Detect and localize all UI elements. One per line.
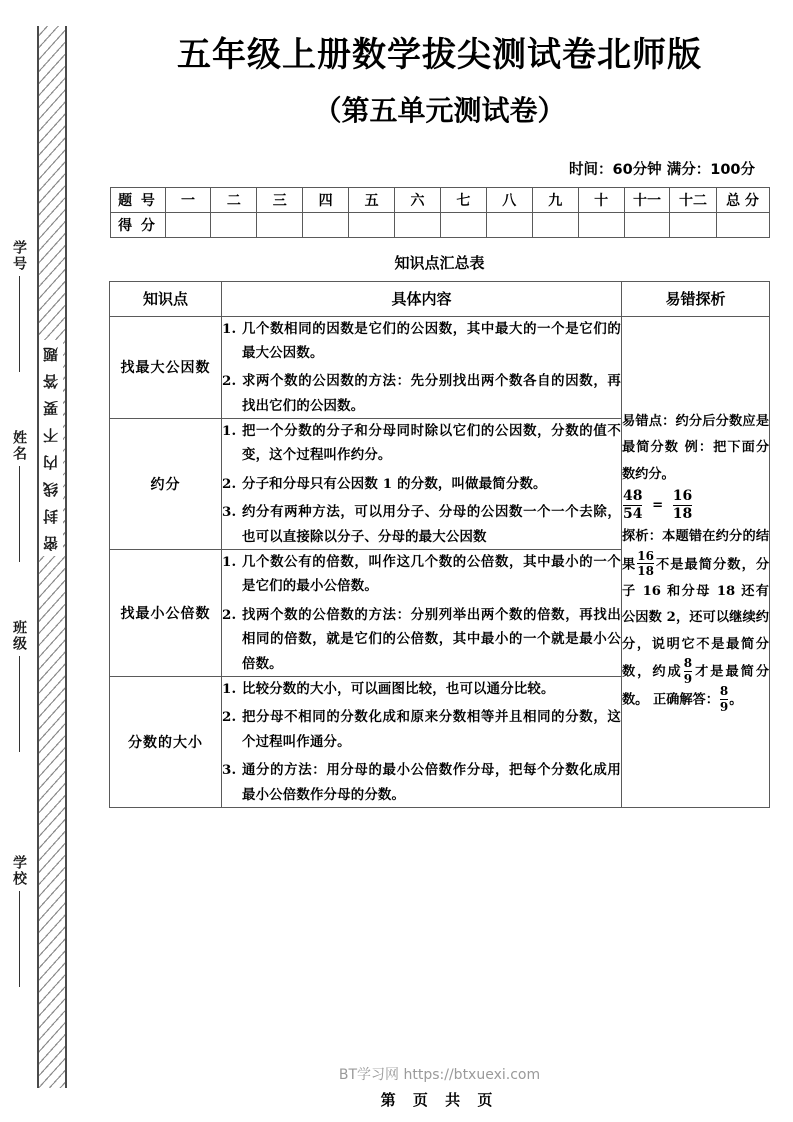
seal-char: 密 (43, 534, 59, 552)
score-entry-cell[interactable] (349, 212, 395, 237)
content-cell (222, 676, 622, 807)
topic-cell: 找最大公因数 (110, 316, 222, 419)
exam-meta-info: 时间：60分钟 满分：100分 (569, 161, 755, 178)
seal-char: 题 (43, 345, 59, 363)
item-number: 2. (222, 709, 237, 726)
item-text: 找两个数的公倍数的方法：分别列举出两个数的倍数，再找出相同的倍数，就是它们的公倍数，其中最小的一个就是最小公倍数。 (242, 606, 621, 672)
item-text: 比较分数的大小，可以画图比较，也可以通分比较。 (242, 680, 555, 697)
error-point-label: 易错点： (622, 413, 676, 429)
error-point-text: 约分后分数应是最简分数 (622, 413, 770, 456)
error-analysis-cell (622, 316, 770, 807)
write-line (19, 656, 20, 752)
score-entry-cell[interactable] (486, 212, 532, 237)
score-entry-cell[interactable] (624, 212, 670, 237)
question-number-cell: 十二 (670, 187, 716, 212)
analysis-label: 探析： (622, 529, 663, 545)
page-indicator: 第 页 共 页 (380, 1091, 499, 1109)
write-line (19, 891, 20, 987)
score-entry-cell[interactable] (165, 212, 211, 237)
score-entry-cell[interactable] (578, 212, 624, 237)
student-name-field[interactable] (4, 430, 34, 562)
seal-char: 要 (43, 399, 59, 417)
topic-cell: 找最小公倍数 (110, 550, 222, 677)
correct-answer-label: 正确解答： (652, 693, 719, 708)
denominator: 54 (623, 505, 643, 522)
score-row-label: 得 分 (110, 212, 165, 237)
item-text: 把分母不相同的分数化成和原来分数相等并且相同的分数，这个过程叫作通分。 (242, 709, 621, 750)
analysis-text-part1: 本题错在约分的结果 (622, 529, 770, 573)
school-field[interactable] (4, 855, 34, 987)
score-entry-cell[interactable] (670, 212, 716, 237)
fraction-16-18 (673, 489, 692, 521)
question-number-cell: 九 (532, 187, 578, 212)
denominator: 18 (672, 505, 693, 522)
question-number-cell: 十 (578, 187, 624, 212)
equals-sign: = (652, 498, 664, 514)
fraction-16-18-inline (637, 550, 654, 578)
table-row-scores (110, 212, 769, 237)
score-entry-cell[interactable] (440, 212, 486, 237)
seal-char: 封 (43, 507, 59, 525)
item-number: 2. (222, 475, 237, 492)
example-equation (622, 490, 769, 522)
question-number-cell: 六 (395, 187, 441, 212)
score-row-label: 题 号 (110, 187, 165, 212)
fraction-8-9-inline (684, 657, 692, 685)
list-item (222, 472, 621, 496)
item-number: 3. (222, 762, 237, 779)
page-subtitle: （第五单元测试卷） (313, 93, 566, 127)
example-label: 例： (684, 440, 714, 456)
content-item-list (222, 317, 621, 419)
list-item (222, 369, 621, 418)
item-number: 1. (222, 680, 237, 697)
score-entry-cell[interactable] (303, 212, 349, 237)
class-label: 班级 (11, 620, 27, 652)
score-table (110, 187, 770, 238)
numerator: 16 (672, 488, 693, 505)
watermark-text: BT学习网 https://btxuexi.com (338, 1067, 541, 1083)
total-score-cell[interactable] (716, 212, 769, 237)
question-number-cell: 四 (303, 187, 349, 212)
item-text: 分子和分母只有公因数 1 的分数，叫做最简分数。 (242, 475, 547, 492)
question-number-cell: 三 (257, 187, 303, 212)
list-item (222, 500, 621, 549)
list-item (222, 705, 621, 754)
student-id-field[interactable] (4, 240, 34, 372)
question-number-cell: 十一 (624, 187, 670, 212)
seal-char: 答 (43, 372, 59, 390)
item-text: 通分的方法：用分母的最小公倍数作分母，把每个分数化成用最小公倍数作分母的分数。 (242, 762, 621, 803)
numerator: 8 (719, 684, 729, 699)
school-label: 学校 (11, 855, 27, 887)
answer-suffix: 。 (729, 693, 743, 708)
student-name-label: 姓名 (11, 430, 27, 462)
topic-cell: 分数的大小 (110, 676, 222, 807)
class-field[interactable] (4, 620, 34, 752)
example-text: 把下面分数约分。 (622, 440, 770, 482)
fraction-8-9-answer (720, 685, 728, 713)
analysis-text-part2: 不是最简分数，分子 16 和分母 18 还有公因数 2，还可以继续约分，说明它不是最简分数，约成 (622, 557, 770, 680)
knowledge-summary-table (109, 281, 770, 808)
content-item-list (222, 550, 621, 676)
denominator: 9 (683, 671, 693, 686)
column-header-content: 具体内容 (222, 281, 622, 316)
student-id-label: 学号 (11, 240, 27, 272)
item-text: 几个数相同的因数是它们的公因数，其中最大的一个是它们的最大公因数。 (242, 320, 621, 361)
content-item-list (222, 677, 621, 807)
item-text: 约分有两种方法，可以用分子、分母的公因数一个一个去除，也可以直接除以分子、分母的最大公因数 (242, 504, 621, 545)
item-text: 求两个数的公因数的方法：先分别找出两个数各自的因数，再找出它们的公因数。 (242, 373, 621, 414)
seal-phrase-vertical (39, 340, 63, 556)
question-number-cell: 七 (440, 187, 486, 212)
numerator: 8 (683, 656, 693, 671)
numerator: 16 (637, 548, 654, 563)
item-number: 2. (222, 606, 237, 623)
column-header-topic: 知识点 (110, 281, 222, 316)
sealing-sidebar (0, 0, 86, 1122)
analysis-text-part3: 才是最简分数。 (622, 664, 770, 708)
content-cell (222, 550, 622, 677)
score-entry-cell[interactable] (395, 212, 441, 237)
denominator: 18 (637, 564, 654, 579)
denominator: 9 (719, 700, 729, 714)
total-score-header: 总 分 (716, 187, 769, 212)
table-row (110, 316, 770, 419)
item-text: 把一个分数的分子和分母同时除以它们的公因数，分数的值不变，这个过程叫作约分。 (242, 423, 621, 464)
item-number: 2. (222, 373, 237, 390)
score-entry-cell[interactable] (211, 212, 257, 237)
item-text: 几个数公有的倍数，叫作这几个数的公倍数，其中最小的一个是它们的最小公倍数。 (242, 554, 621, 595)
fraction-48-54 (623, 489, 642, 521)
list-item (222, 419, 621, 468)
column-header-error-analysis: 易错探析 (622, 281, 770, 316)
list-item (222, 677, 621, 701)
question-number-cell: 八 (486, 187, 532, 212)
numerator: 48 (623, 488, 643, 505)
list-item (222, 550, 621, 599)
content-cell (222, 316, 622, 419)
table-header-row (110, 281, 770, 316)
knowledge-table-caption: 知识点汇总表 (394, 253, 485, 272)
student-info-column (4, 0, 34, 1122)
list-item (222, 317, 621, 366)
list-item (222, 758, 621, 807)
exam-sheet (86, 0, 793, 1122)
page-title: 五年级上册数学拔尖测试卷北师版 (177, 35, 702, 75)
write-line (19, 276, 20, 372)
item-number: 1. (222, 554, 237, 571)
item-number: 1. (222, 320, 237, 337)
topic-cell: 约分 (110, 419, 222, 550)
hatch-band-decoration (37, 26, 67, 1088)
question-number-cell: 五 (349, 187, 395, 212)
write-line (19, 466, 20, 562)
seal-char: 内 (43, 453, 59, 471)
seal-char: 不 (43, 426, 59, 444)
seal-char: 线 (43, 480, 59, 498)
content-item-list (222, 419, 621, 549)
item-number: 1. (222, 423, 237, 440)
score-entry-cell[interactable] (532, 212, 578, 237)
table-row-question-numbers (110, 187, 769, 212)
question-number-cell: 二 (211, 187, 257, 212)
content-cell (222, 419, 622, 550)
list-item (222, 603, 621, 676)
item-number: 3. (222, 504, 237, 521)
score-entry-cell[interactable] (257, 212, 303, 237)
question-number-cell: 一 (165, 187, 211, 212)
